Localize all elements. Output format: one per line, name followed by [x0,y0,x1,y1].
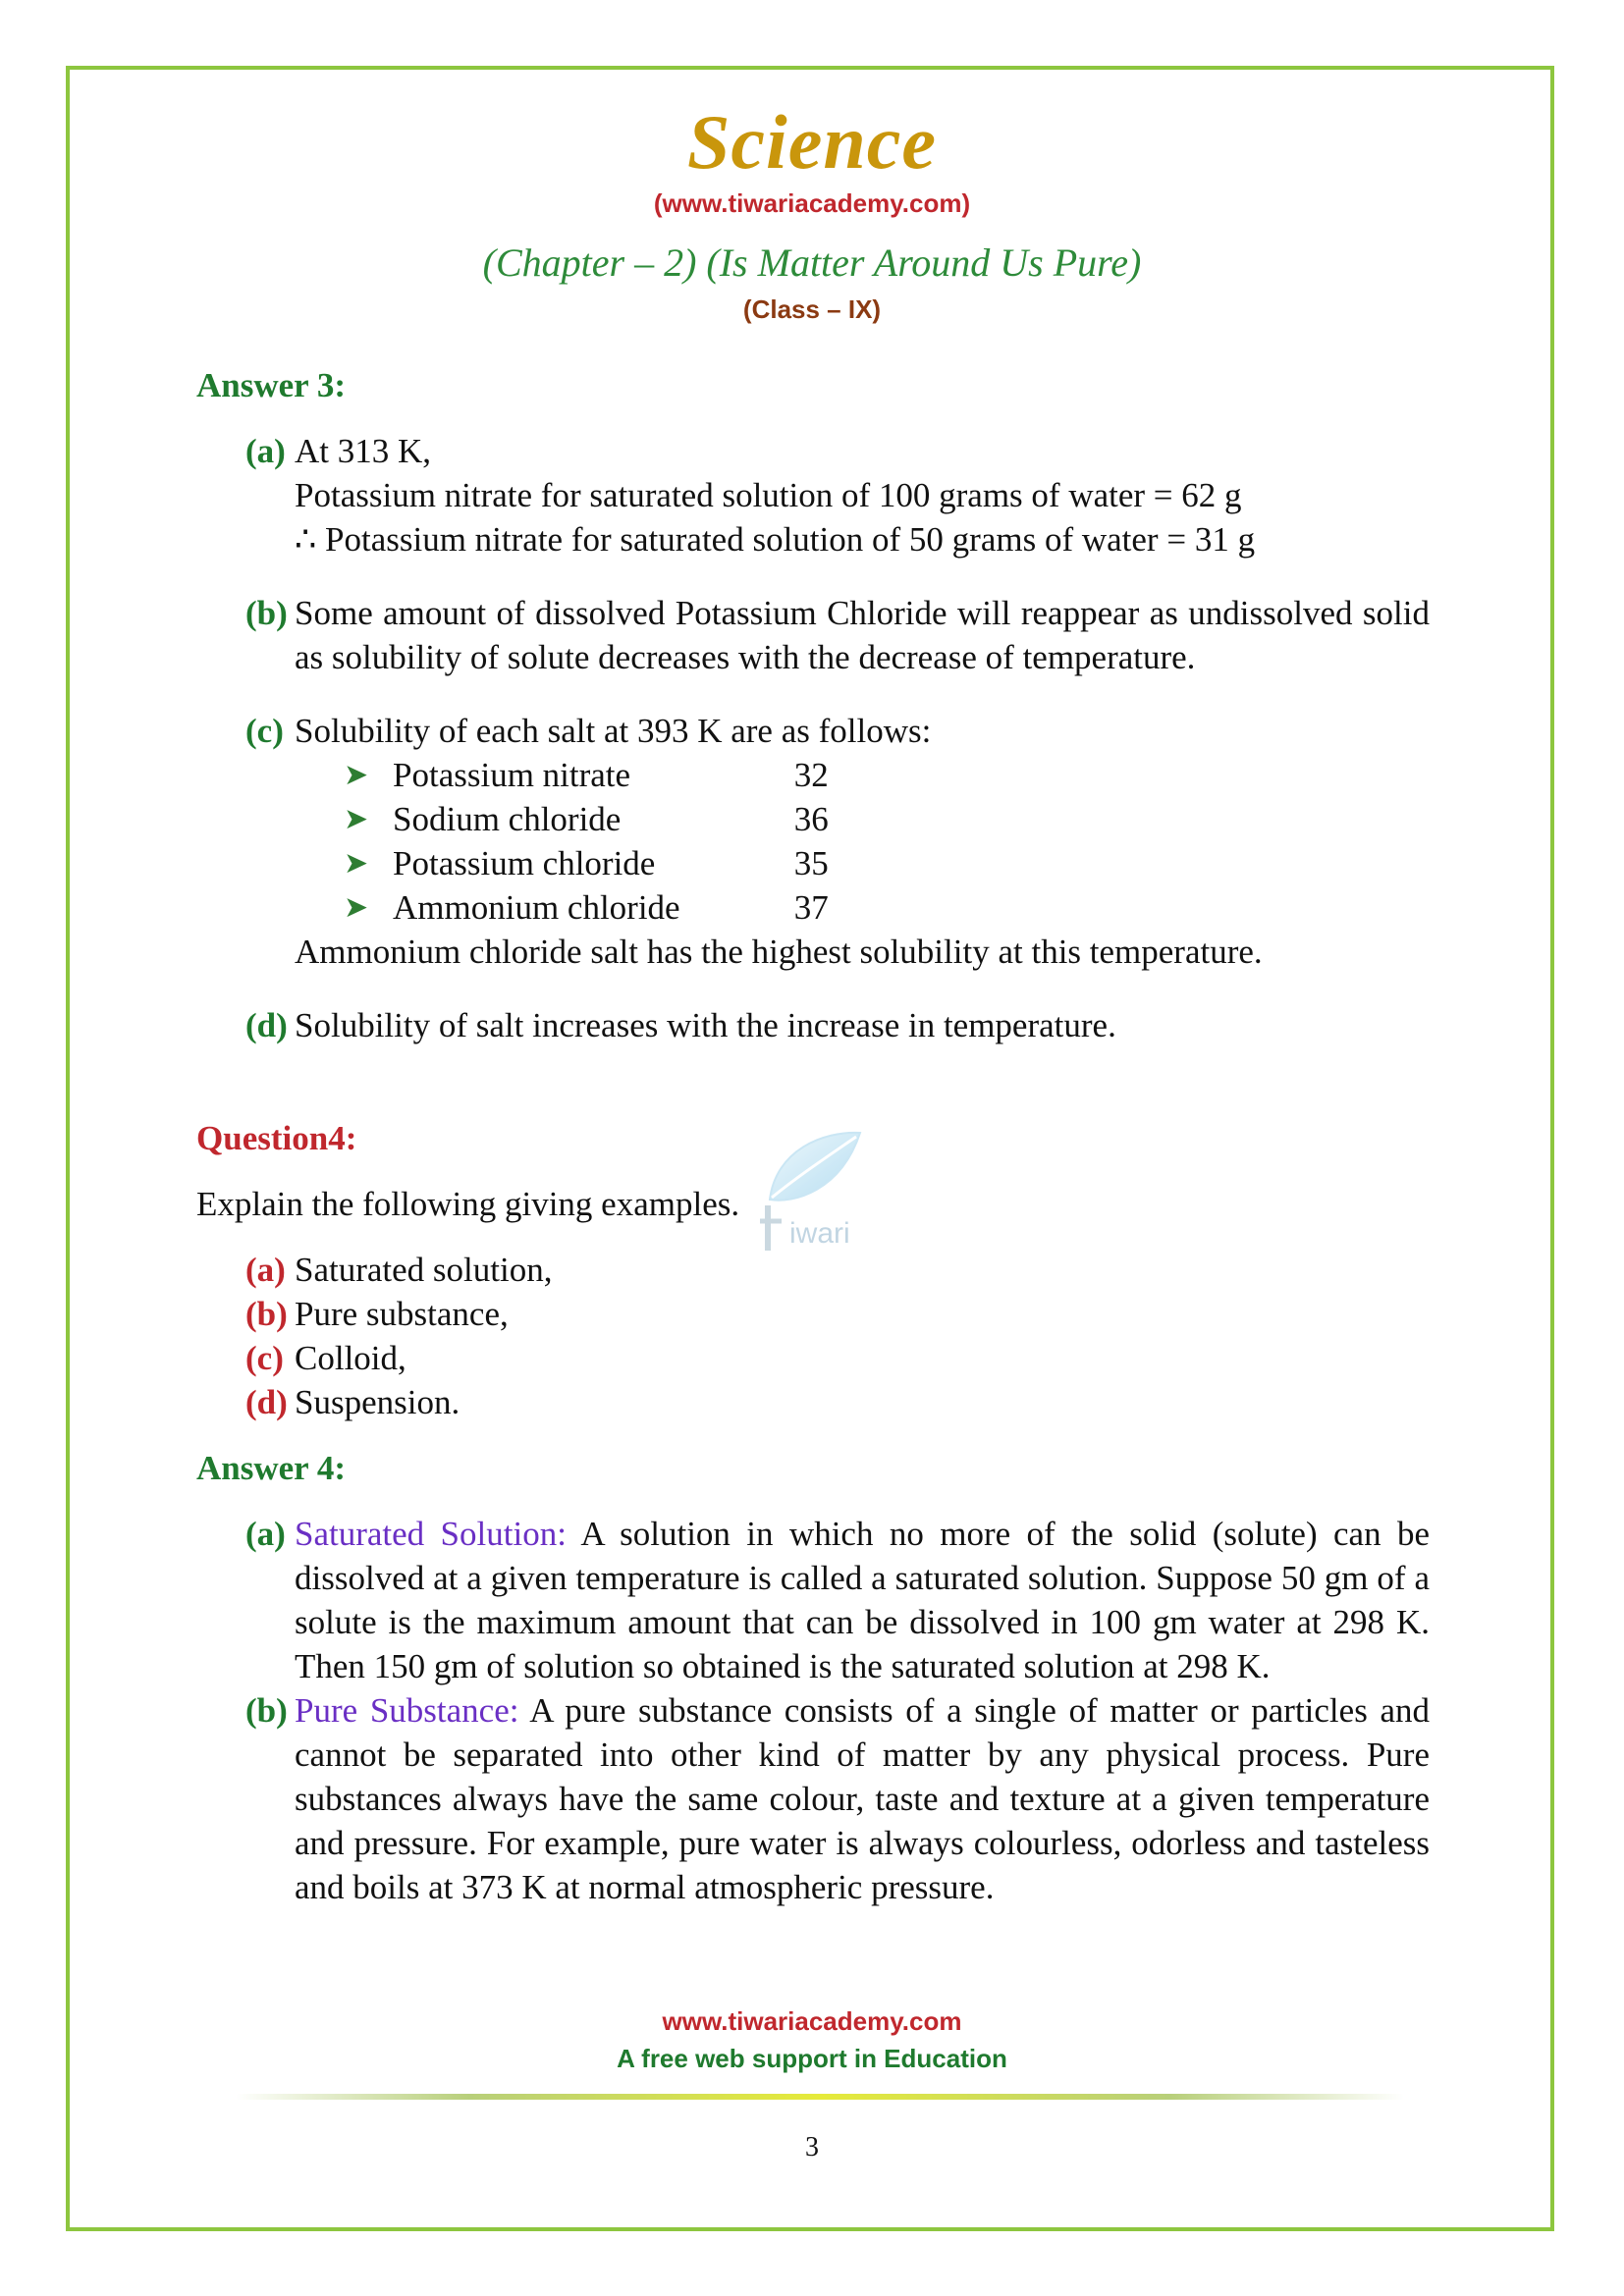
list-item [344,797,1430,841]
footer-tagline: A free web support in Education [617,2044,1007,2073]
arrow-bullet-icon: ➤ [344,759,369,791]
item-marker: (c) [245,1339,284,1377]
answer4-a-text: A solution in which no more of the solid (solute) can be dissolved at a given temperature is called a saturated solution. Suppose 50 gm of a solute is the maximum amount that can be dissolved in 100 gm water at 298 K. Then 150 gm of solution so obtained is the saturated solution at 298 K. [295,1515,1430,1685]
question4-prompt: Explain the following giving examples. [196,1185,740,1223]
watermark-text: iwari [789,1217,850,1250]
question4-item-text: Pure substance, [295,1295,509,1333]
list-item [344,885,1430,930]
salt-name: Potassium nitrate [393,756,631,794]
footer-divider [236,2094,1404,2100]
answer3-a-line1: At 313 K, [295,432,432,470]
question4-heading: Question4: [196,1119,357,1157]
item-marker: (a) [245,1251,286,1289]
answer3-part-c [196,709,1430,974]
answer3-c-conclusion: Ammonium chloride salt has the highest solubility at this temperature. [295,933,1263,971]
salt-value: 35 [793,844,829,882]
arrow-bullet-icon: ➤ [344,803,369,835]
term-pure-substance: Pure Substance: [295,1691,519,1730]
item-marker: (c) [245,712,284,750]
question4-item-text: Suspension. [295,1383,460,1421]
answer3-part-a [196,429,1430,561]
chapter-heading: (Chapter – 2) (Is Matter Around Us Pure) [482,240,1142,285]
item-marker: (d) [245,1383,288,1421]
question4-item-text: Saturated solution, [295,1251,553,1289]
arrow-bullet-icon: ➤ [344,847,369,880]
answer3-c-intro: Solubility of each salt at 393 K are as follows: [295,712,932,750]
question4-items [196,1248,1430,1424]
list-item [196,1380,1430,1424]
answer3-a-line2: Potassium nitrate for saturated solution of 100 grams of water = 62 g [295,476,1242,514]
class-label: (Class – IX) [742,294,882,324]
footer-website: www.tiwariacademy.com [662,2006,962,2036]
salt-value: 36 [793,800,829,838]
page-number: 3 [805,2132,819,2163]
list-item [196,1292,1430,1336]
leaf-logo-icon [754,1127,882,1255]
page-title: Science [687,99,937,185]
salt-value: 32 [793,756,829,794]
salt-value: 37 [793,888,829,927]
answer3-b-text: Some amount of dissolved Potassium Chloride will reappear as undissolved solid as solubility of solute decreases with the decrease of temperature. [295,594,1430,676]
salt-name: Potassium chloride [393,844,656,882]
salt-name: Ammonium chloride [393,888,680,927]
item-marker: (a) [245,1515,286,1553]
solubility-list [295,753,1430,930]
item-marker: (b) [245,594,288,632]
list-item [344,841,1430,885]
answer3-part-d [196,1003,1430,1047]
item-marker: (a) [245,432,286,470]
list-item [344,753,1430,797]
answer3-heading: Answer 3: [196,366,346,404]
term-saturated-solution: Saturated Solution: [295,1515,567,1553]
item-marker: (b) [245,1691,288,1730]
item-marker: (b) [245,1295,288,1333]
header-website: (www.tiwariacademy.com) [653,188,971,218]
salt-name: Sodium chloride [393,800,622,838]
item-marker: (d) [245,1006,288,1044]
arrow-bullet-icon: ➤ [344,891,369,924]
list-item [196,1336,1430,1380]
answer3-a-line3: ∴ Potassium nitrate for saturated solution of 50 grams of water = 31 g [295,520,1256,559]
question4-item-text: Colloid, [295,1339,406,1377]
answer4-heading: Answer 4: [196,1449,346,1487]
answer4-part-b [196,1688,1430,1909]
answer3-d-text: Solubility of salt increases with the increase in temperature. [295,1006,1116,1044]
answer4-b-text: A pure substance consists of a single of matter or particles and cannot be separated into other kind of matter by any physical process. Pure substances always have the same colour, taste and texture at a given temperature and pressure. For example, pure water is always colourless, odorless and tasteless and boils at 373 K at normal atmospheric pressure. [295,1691,1431,1906]
answer4-part-a [196,1512,1430,1688]
answer3-part-b [196,591,1430,679]
